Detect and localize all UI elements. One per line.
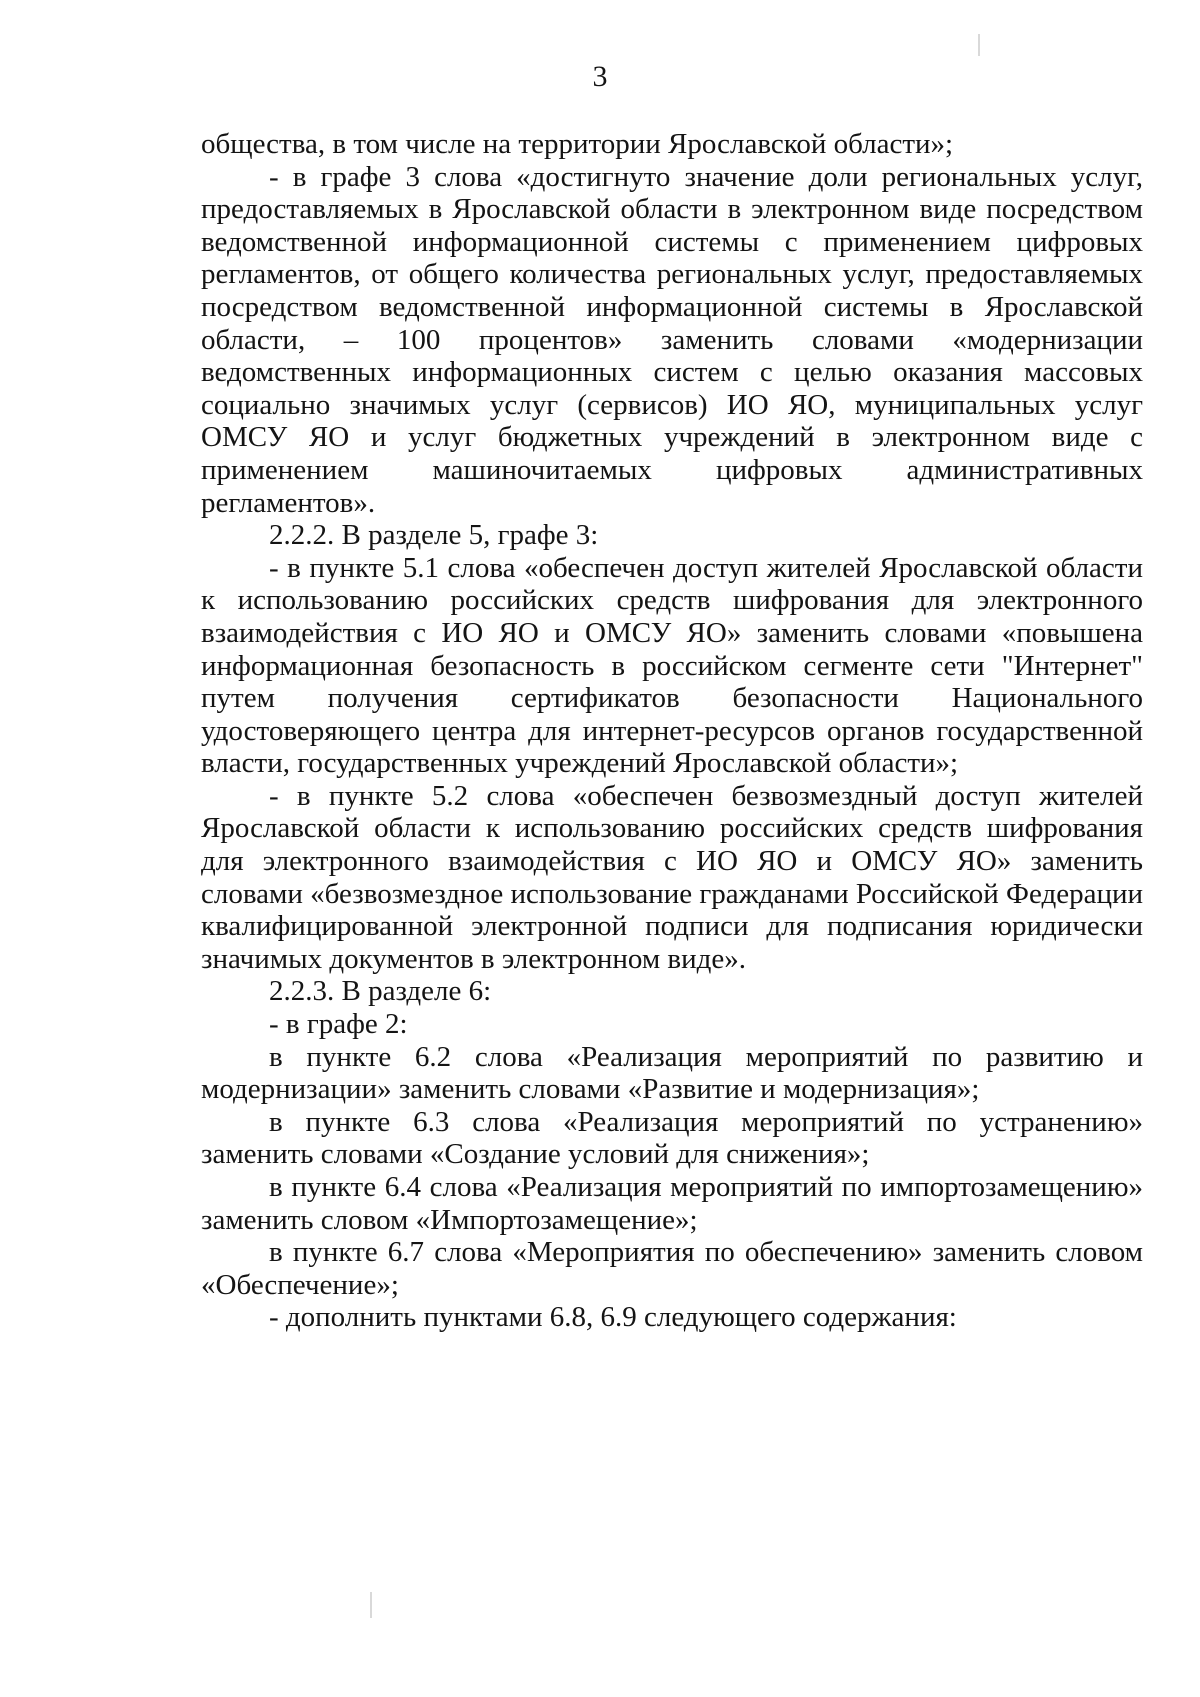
paragraph-item-6-2: в пункте 6.2 слова «Реализация мероприятий по развитию и модернизации» заменить словами «Развитие и модернизация»; <box>201 1040 1143 1106</box>
paragraph-column-3-change: - в графе 3 слова «достигнуто значение доли региональных услуг, предоставляемых в Ярославской области в электронном виде посредством ведомственной информационной системы с применением цифровых регламентов, от общего количества региональных услуг, предоставляемых посредством ведомственной информационной системы в Ярославской области, – 100 процентов» заменить словами «модернизации ведомственных информационных систем с целью оказания массовых социально значимых услуг (сервисов) ИО ЯО, муниципальных услуг ОМСУ ЯО и услуг бюджетных учреждений в электронном виде с применением машиночитаемых цифровых административных регламентов». <box>201 160 1143 519</box>
paragraph-item-5-2: - в пункте 5.2 слова «обеспечен безвозмездный доступ жителей Ярославской области к использованию российских средств шифрования для электронного взаимодействия с ИО ЯО и ОМСУ ЯО» заменить словами «безвозмездное использование гражданами Российской Федерации квалифицированной электронной подписи для подписания юридически значимых документов в электронном виде». <box>201 779 1143 975</box>
paragraph-item-5-1: - в пункте 5.1 слова «обеспечен доступ жителей Ярославской области к использованию российских средств шифрования для электронного взаимодействия с ИО ЯО и ОМСУ ЯО» заменить словами «повышена информационная безопасность в российском сегменте сети "Интернет" путем получения сертификатов безопасности Национального удостоверяющего центра для интернет-ресурсов органов государственной власти, государственных учреждений Ярославской области»; <box>201 551 1143 780</box>
page-number: 3 <box>592 60 608 93</box>
scan-speck <box>978 34 980 56</box>
paragraph-2-2-2-heading: 2.2.2. В разделе 5, графе 3: <box>269 519 599 552</box>
paragraph-continuation: общества, в том числе на территории Ярославской области»; <box>201 128 954 160</box>
paragraph-item-6-4: в пункте 6.4 слова «Реализация мероприятий по импортозамещению» заменить словом «Импортозамещение»; <box>201 1171 1143 1236</box>
paragraph-column-2-heading: - в графе 2: <box>269 1008 408 1041</box>
paragraph-item-6-7: в пункте 6.7 слова «Мероприятия по обеспечению» заменить словом «Обеспечение»; <box>201 1236 1143 1301</box>
paragraph-item-6-3: в пункте 6.3 слова «Реализация мероприятий по устранению» заменить словами «Создание условий для снижения»; <box>201 1105 1143 1171</box>
document-body <box>201 128 1143 1334</box>
scan-speck <box>370 1592 372 1618</box>
paragraph-add-items: - дополнить пунктами 6.8, 6.9 следующего содержания: <box>269 1301 957 1334</box>
paragraph-2-2-3-heading: 2.2.3. В разделе 6: <box>269 975 492 1008</box>
